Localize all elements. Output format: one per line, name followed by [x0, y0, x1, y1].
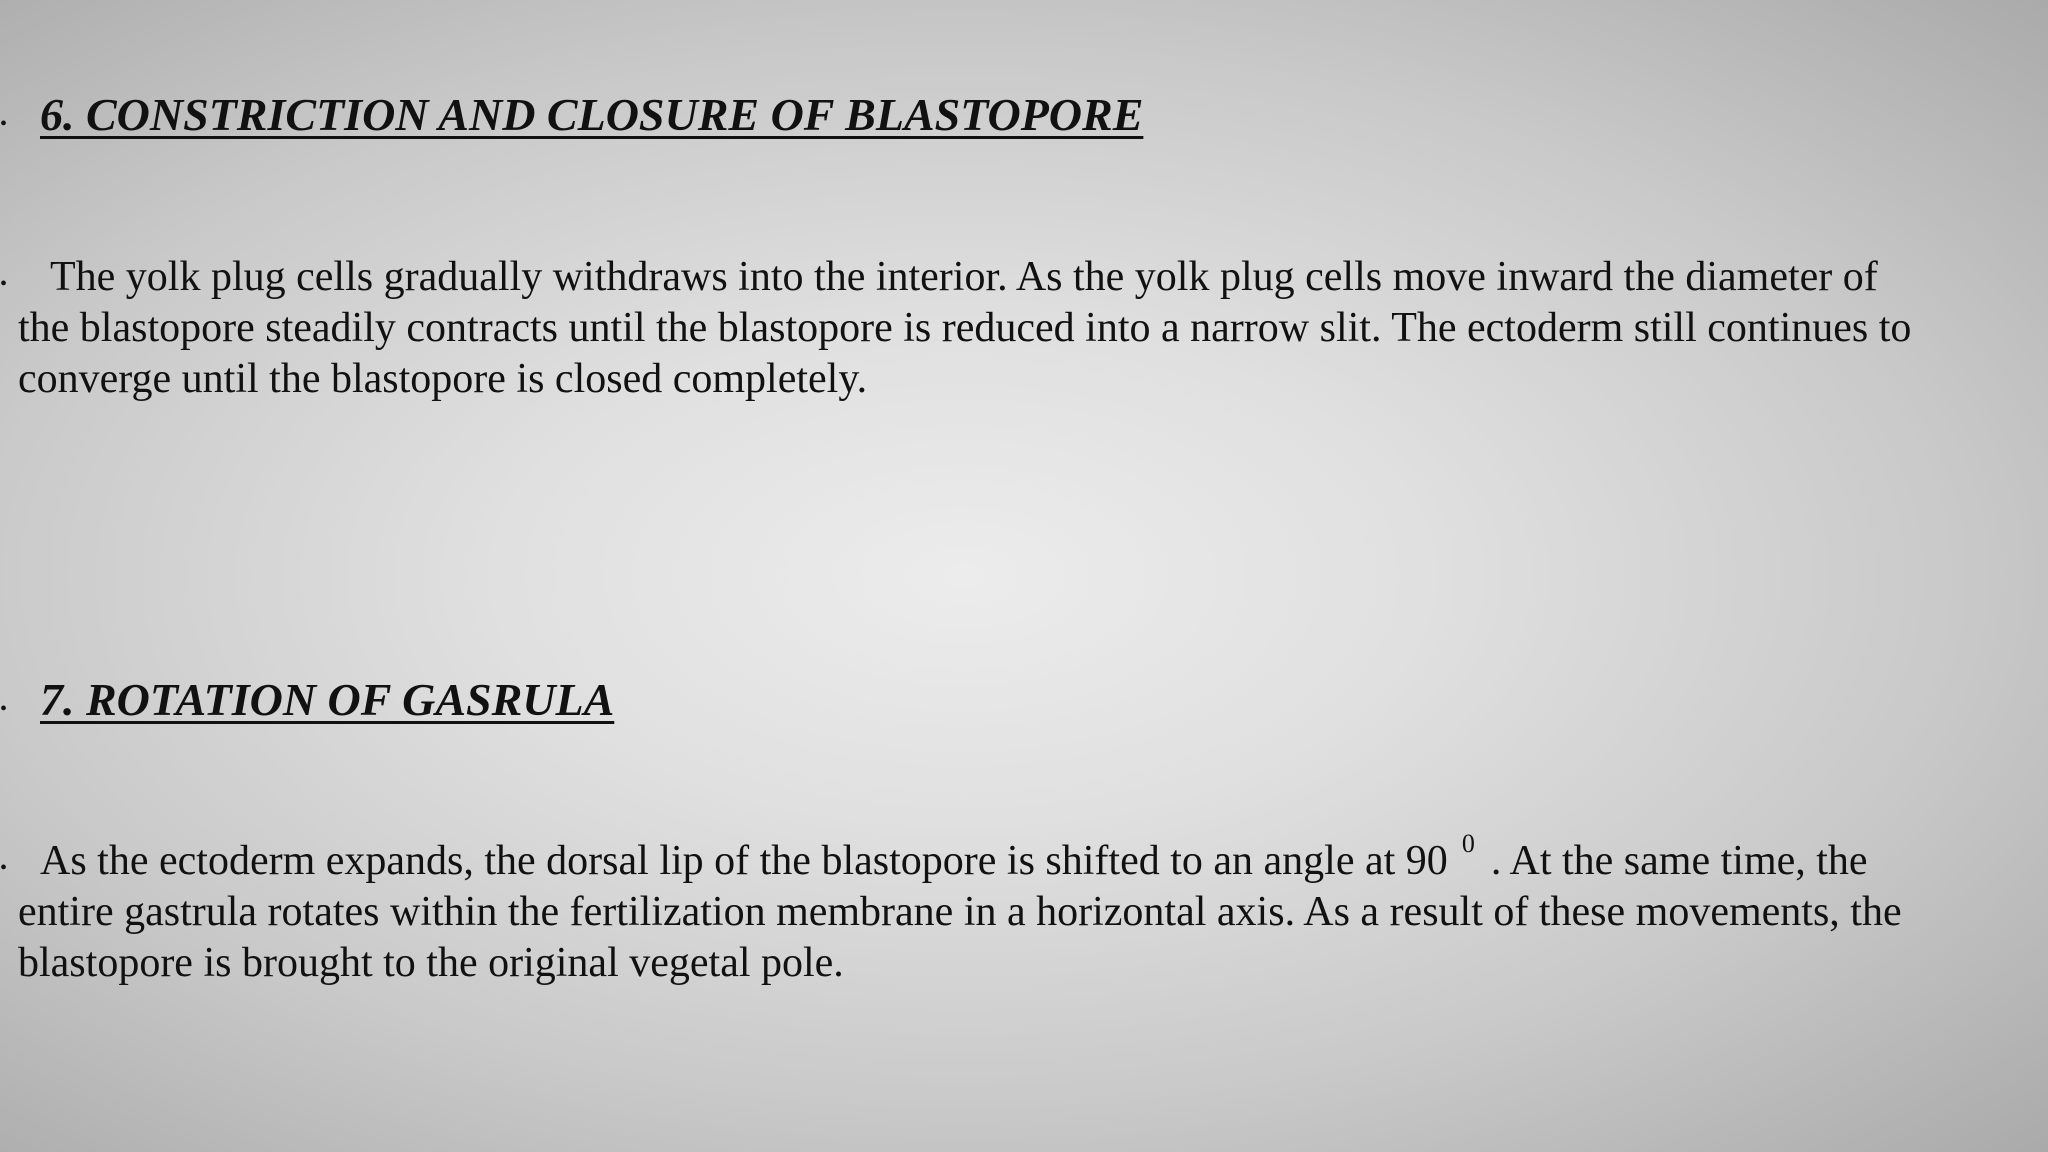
- degree-superscript: 0: [1461, 829, 1475, 858]
- section-6-paragraph-row: [0, 252, 1990, 405]
- section-7-paragraph: [18, 829, 1918, 989]
- section-6-paragraph: [18, 252, 1918, 405]
- section-7-paragraph-text-a: As the ectoderm expands, the dorsal lip of the blastopore is shifted to an angle at 90: [40, 838, 1448, 884]
- section-6-heading: 6. CONSTRICTION AND CLOSURE OF BLASTOPORE: [40, 89, 1144, 140]
- section-6-paragraph-text: The yolk plug cells gradually withdraws into the interior. As the yolk plug cells move inward the diameter of the blastopore steadily contracts until the blastopore is reduced into a narrow slit. The ectoderm still continues to converge until the blastopore is closed completely.: [18, 254, 1912, 402]
- bullet: •: [0, 273, 8, 295]
- bullet: •: [0, 113, 8, 135]
- section-6-heading-row: [0, 88, 1990, 141]
- section-7-heading-row: [0, 673, 1990, 726]
- bullet: •: [0, 698, 8, 720]
- section-7-paragraph-row: [0, 829, 1990, 989]
- bullet: •: [0, 857, 8, 879]
- section-7-paragraph-text-b: . At the same time, the entire gastrula rotates within the fertilization membrane in a horizontal axis. As a result of these movements, the blastopore is brought to the original vegetal pole.: [18, 838, 1902, 986]
- section-7-heading: 7. ROTATION OF GASRULA: [40, 674, 615, 725]
